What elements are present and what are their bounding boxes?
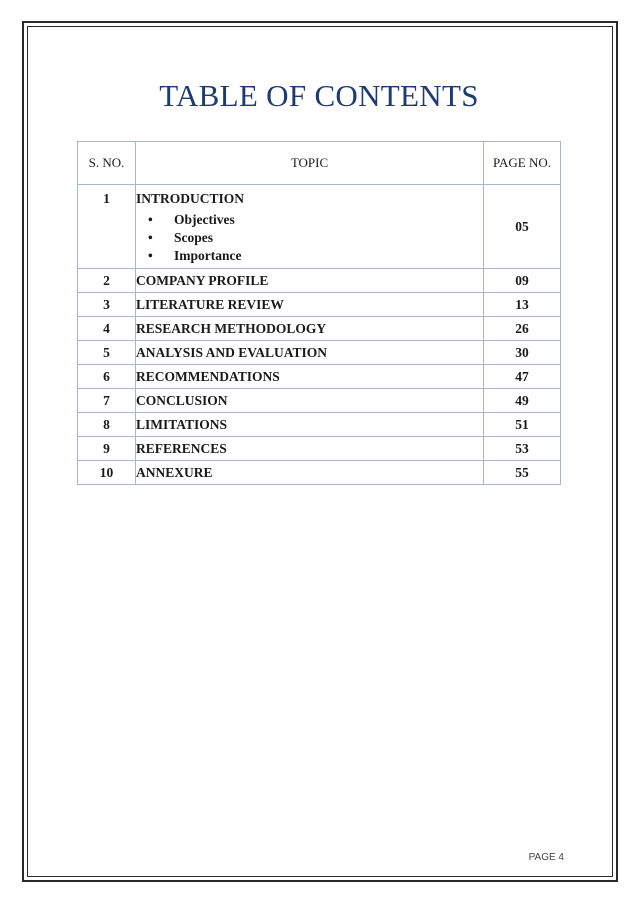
row-topic: RESEARCH METHODOLOGY (136, 317, 484, 341)
row-sno: 7 (78, 389, 136, 413)
header-page-no: PAGE NO. (484, 142, 561, 185)
subtopic-list (136, 211, 483, 265)
page-title: TABLE OF CONTENTS (159, 78, 479, 113)
row-page-no: 05 (484, 185, 561, 269)
row-topic: REFERENCES (136, 437, 484, 461)
row-topic: RECOMMENDATIONS (136, 365, 484, 389)
subtopic-label: Scopes (174, 230, 214, 245)
row-topic: LIMITATIONS (136, 413, 484, 437)
toc-table (77, 141, 561, 485)
toc-header-row (78, 142, 561, 185)
toc-row-introduction (78, 185, 561, 269)
row-topic (136, 185, 484, 269)
row-page-no: 26 (484, 317, 561, 341)
header-sno: S. NO. (78, 142, 136, 185)
toc-row (78, 389, 561, 413)
row-sno: 9 (78, 437, 136, 461)
row-topic: ANALYSIS AND EVALUATION (136, 341, 484, 365)
toc-row (78, 341, 561, 365)
bullet-icon: • (148, 212, 153, 227)
row-sno: 5 (78, 341, 136, 365)
row-sno: 4 (78, 317, 136, 341)
row-page-no: 47 (484, 365, 561, 389)
row-page-no: 13 (484, 293, 561, 317)
row-sno: 10 (78, 461, 136, 485)
row-topic: ANNEXURE (136, 461, 484, 485)
row-sno: 1 (78, 185, 136, 269)
row-sno: 2 (78, 269, 136, 293)
row-sno: 6 (78, 365, 136, 389)
row-page-no: 53 (484, 437, 561, 461)
toc-row (78, 293, 561, 317)
row-page-no: 49 (484, 389, 561, 413)
bullet-icon: • (148, 248, 153, 263)
topic-label: INTRODUCTION (136, 191, 245, 206)
row-sno: 3 (78, 293, 136, 317)
row-topic: LITERATURE REVIEW (136, 293, 484, 317)
bullet-icon: • (148, 230, 153, 245)
toc-row (78, 317, 561, 341)
subtopic-label: Objectives (174, 212, 235, 227)
toc-row (78, 461, 561, 485)
row-page-no: 30 (484, 341, 561, 365)
row-page-no: 55 (484, 461, 561, 485)
row-sno: 8 (78, 413, 136, 437)
row-topic: COMPANY PROFILE (136, 269, 484, 293)
toc-row (78, 365, 561, 389)
subtopic-item (148, 229, 483, 247)
page-number: PAGE 4 (528, 852, 564, 863)
row-page-no: 09 (484, 269, 561, 293)
subtopic-label: Importance (174, 248, 242, 263)
row-page-no: 51 (484, 413, 561, 437)
header-topic: TOPIC (136, 142, 484, 185)
row-topic: CONCLUSION (136, 389, 484, 413)
toc-row (78, 437, 561, 461)
subtopic-item (148, 211, 483, 229)
toc-row (78, 413, 561, 437)
subtopic-item (148, 247, 483, 265)
toc-row (78, 269, 561, 293)
